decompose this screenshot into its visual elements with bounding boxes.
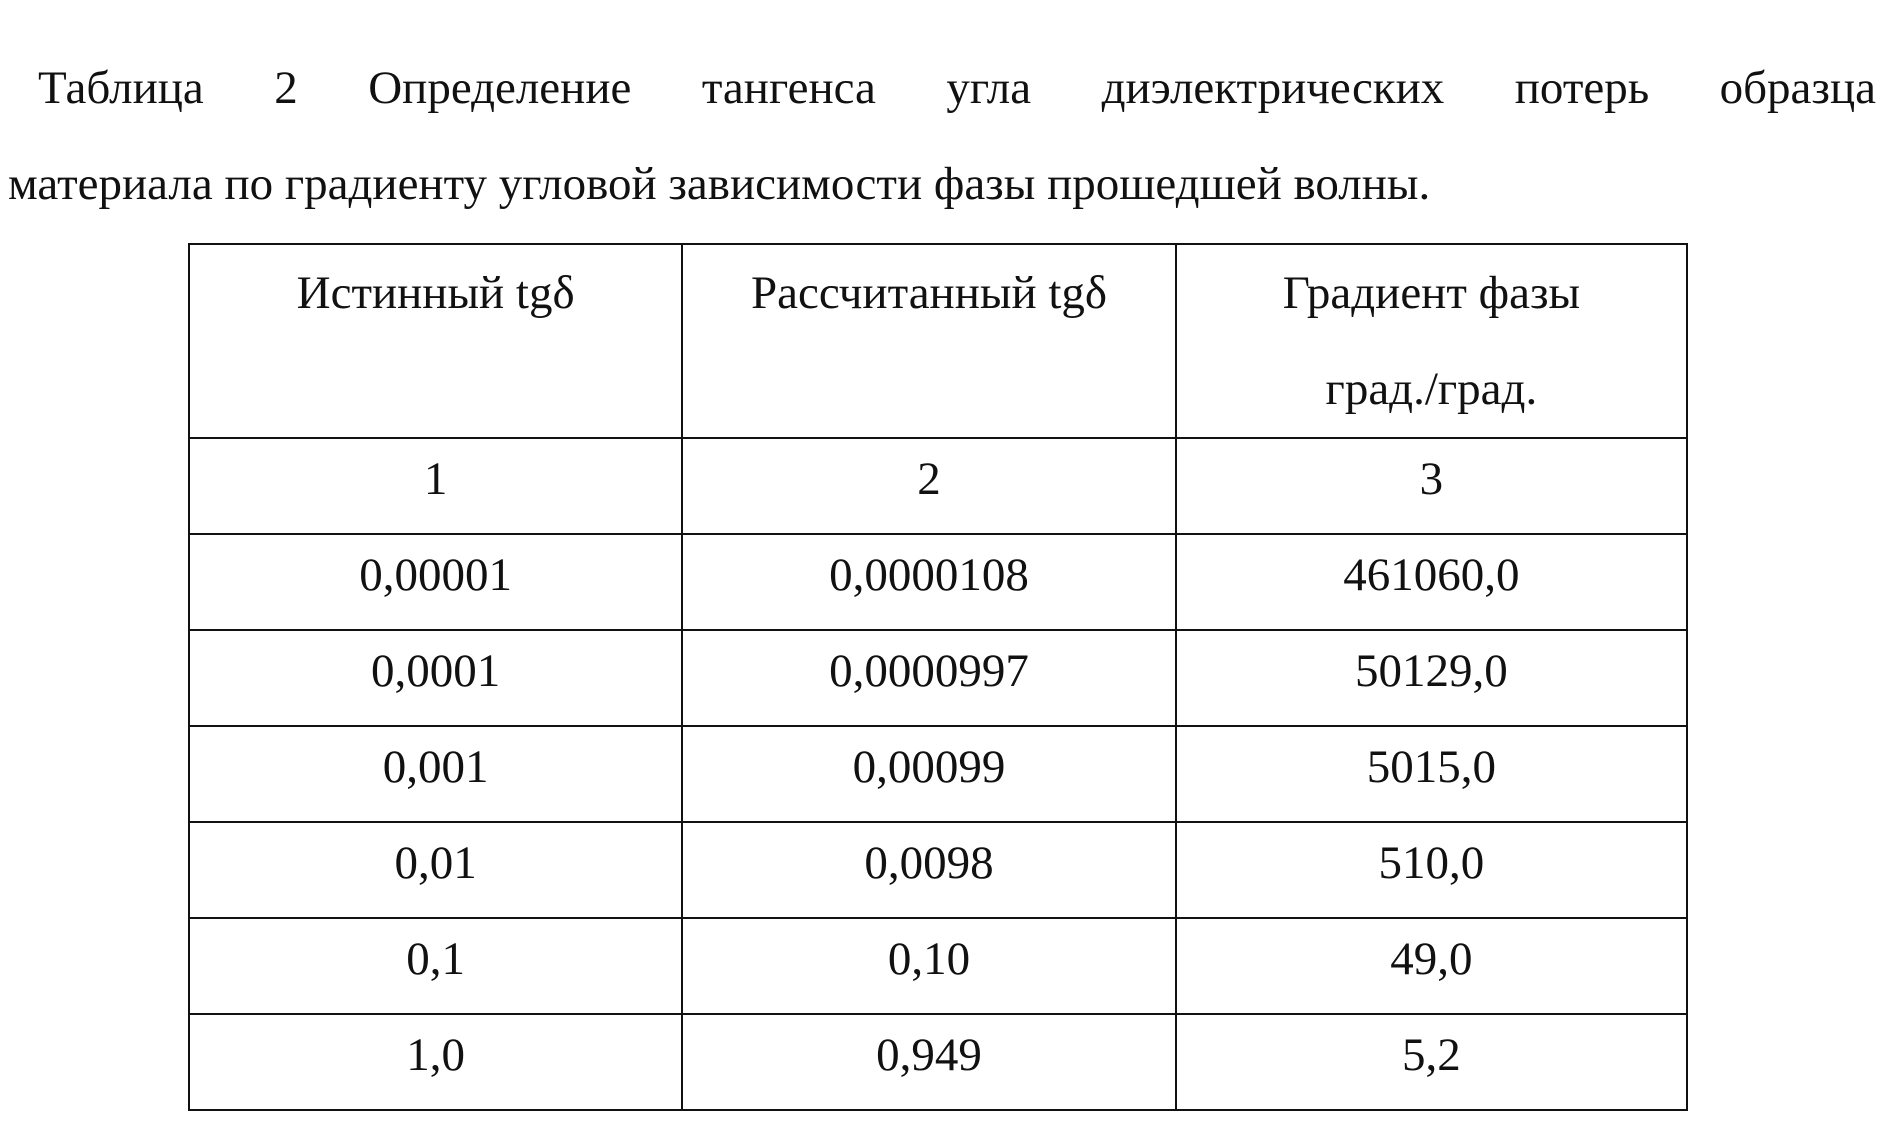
caption-line-2: материала по градиенту угловой зависимости фазы прошедшей волны.	[8, 158, 1431, 210]
table-cell: 49,0	[1176, 918, 1687, 1014]
table-cell: 5015,0	[1176, 726, 1687, 822]
table-cell: 510,0	[1176, 822, 1687, 918]
table-cell: 0,001	[189, 726, 682, 822]
table-row	[189, 630, 1687, 726]
header-cell-calculated-tg	[682, 244, 1175, 438]
table-row	[189, 822, 1687, 918]
table-cell: 461060,0	[1176, 534, 1687, 630]
table-cell: 0,949	[682, 1014, 1175, 1110]
results-table	[188, 243, 1688, 1111]
table-cell: 0,10	[682, 918, 1175, 1014]
table-cell: 50129,0	[1176, 630, 1687, 726]
table-cell: 0,00099	[682, 726, 1175, 822]
table-cell: 0,00001	[189, 534, 682, 630]
header-row	[189, 244, 1687, 438]
table-cell: 0,1	[189, 918, 682, 1014]
header-cell-phase-gradient	[1176, 244, 1687, 438]
column-number-row	[189, 438, 1687, 534]
table-row	[189, 726, 1687, 822]
header-label: Рассчитанный tgδ	[751, 267, 1108, 319]
table-cell: 0,0098	[682, 822, 1175, 918]
table-cell: 0,0001	[189, 630, 682, 726]
table-row	[189, 1014, 1687, 1110]
header-label: Градиент фазы	[1282, 267, 1581, 319]
table-cell: 0,0000108	[682, 534, 1175, 630]
table-caption	[8, 40, 1876, 232]
table-row	[189, 918, 1687, 1014]
table-cell: 5,2	[1176, 1014, 1687, 1110]
table-cell: 0,01	[189, 822, 682, 918]
header-unit: град./град.	[1325, 363, 1538, 415]
table-cell: 0,0000997	[682, 630, 1175, 726]
table-cell: 1,0	[189, 1014, 682, 1110]
column-number-cell: 3	[1176, 438, 1687, 534]
header-label: Истинный tgδ	[296, 267, 575, 319]
column-number-cell: 2	[682, 438, 1175, 534]
column-number-cell: 1	[189, 438, 682, 534]
header-cell-true-tg	[189, 244, 682, 438]
caption-line-1: Таблица 2 Определение тангенса угла диэлектрических потерь образца	[38, 62, 1876, 114]
table-row	[189, 534, 1687, 630]
